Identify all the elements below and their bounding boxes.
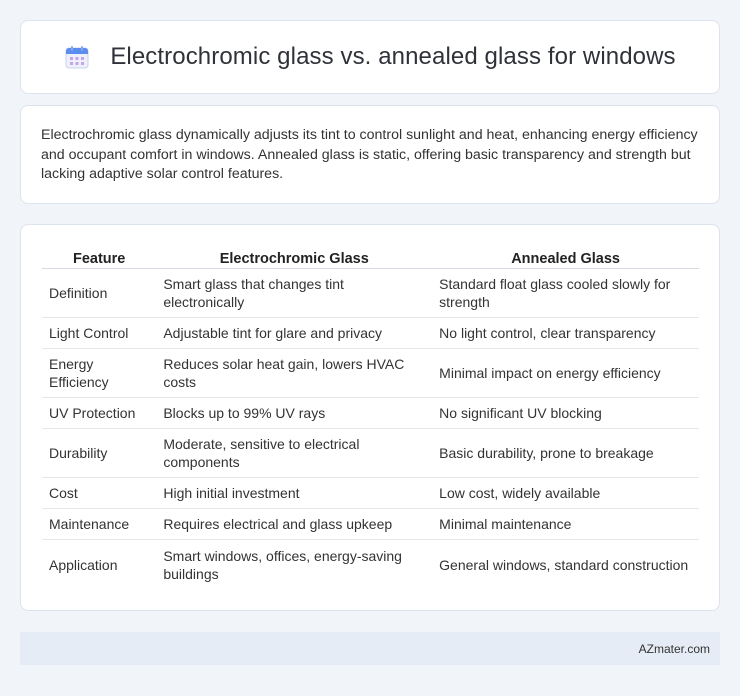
annealed-cell: Minimal impact on energy efficiency (432, 349, 699, 398)
annealed-cell: Basic durability, prone to breakage (432, 429, 699, 478)
annealed-cell: General windows, standard construction (439, 556, 689, 573)
table-row (42, 540, 699, 589)
table-row (42, 398, 699, 429)
footer-site-link[interactable]: AZmater.com (638, 641, 710, 656)
table-row (42, 429, 699, 478)
column-header-electrochromic: Electrochromic Glass (156, 247, 432, 269)
electrochromic-cell: Adjustable tint for glare and privacy (156, 318, 432, 349)
calendar-icon (64, 44, 90, 70)
table-row (42, 478, 699, 509)
feature-cell: Definition (42, 269, 156, 318)
feature-cell: UV Protection (42, 398, 156, 429)
column-header-annealed: Annealed Glass (432, 247, 699, 269)
electrochromic-cell: Requires electrical and glass upkeep (156, 509, 432, 540)
electrochromic-cell: Blocks up to 99% UV rays (156, 398, 432, 429)
table-header-row (42, 247, 699, 269)
feature-cell: Light Control (42, 318, 156, 349)
annealed-cell: No significant UV blocking (432, 398, 699, 429)
comparison-card (20, 224, 720, 611)
electrochromic-cell: Smart glass that changes tint electronically (156, 269, 432, 318)
feature-cell: Durability (42, 429, 156, 478)
feature-cell: Cost (42, 478, 156, 509)
footer (20, 632, 720, 665)
electrochromic-cell: Smart windows, offices, energy-saving buildings (163, 547, 402, 582)
table-row (42, 349, 699, 398)
table-row (42, 318, 699, 349)
annealed-cell: Low cost, widely available (432, 478, 699, 509)
feature-cell: Maintenance (42, 509, 156, 540)
feature-cell: Energy Efficiency (42, 349, 156, 398)
annealed-cell: Minimal maintenance (432, 509, 699, 540)
intro-paragraph: Electrochromic glass dynamically adjusts its tint to control sunlight and heat, enhancing energy efficiency and occupant comfort in windows. Annealed glass is static, offering basic transparency and strength but lacking adaptive solar control features. (41, 127, 698, 182)
title-card (20, 20, 720, 94)
table-row (42, 509, 699, 540)
title-wrap (64, 43, 675, 71)
feature-cell: Application (49, 556, 118, 573)
electrochromic-cell: High initial investment (156, 478, 432, 509)
annealed-cell: Standard float glass cooled slowly for strength (432, 269, 699, 318)
electrochromic-cell: Reduces solar heat gain, lowers HVAC costs (156, 349, 432, 398)
electrochromic-cell: Moderate, sensitive to electrical components (156, 429, 432, 478)
comparison-table (42, 247, 699, 589)
column-header-feature: Feature (42, 247, 156, 269)
page-title: Electrochromic glass vs. annealed glass for windows (110, 43, 676, 70)
annealed-cell: No light control, clear transparency (432, 318, 699, 349)
table-row (42, 269, 699, 318)
intro-card (20, 105, 720, 204)
